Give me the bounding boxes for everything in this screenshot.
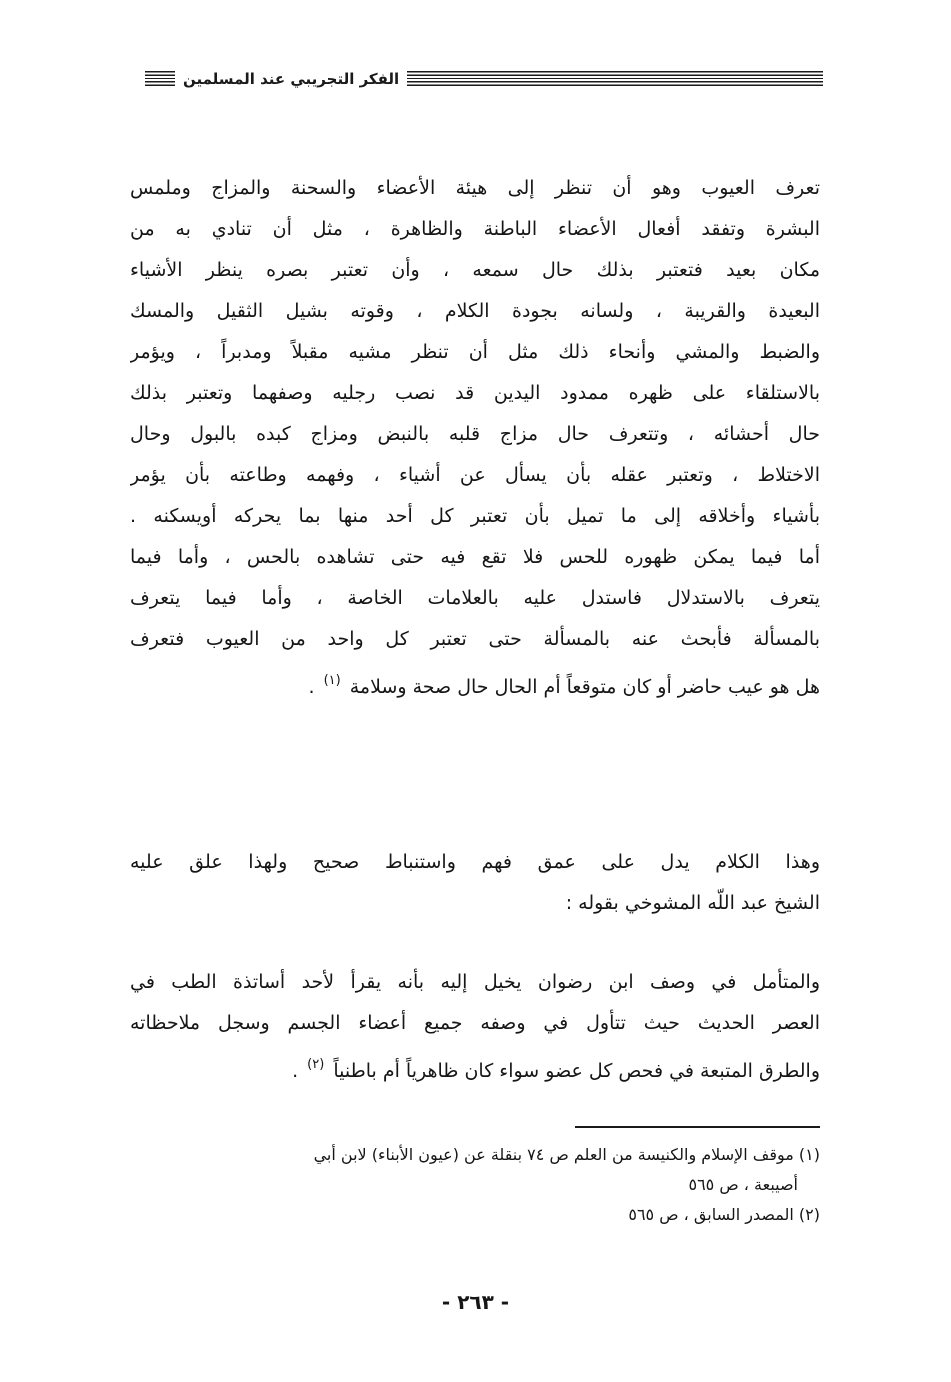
paragraph-2 [130,842,820,924]
footnote-separator [575,1126,820,1128]
footnotes [150,1140,820,1230]
text-line: والضبط والمشي وأنحاء ذلك مثل أن تنظر مشيه مقبلاً ومدبراً ، ويؤمر [130,341,820,363]
text-line-content: والطرق المتبعة في فحص كل عضو سواء كان ظاهرياً أم باطنياً [333,1060,820,1082]
text-line: الاختلاط ، وتعتبر عقله بأن يسأل عن أشياء ، وفهمه وطاعته بأن يؤمر [130,464,820,486]
text-line-last: الشيخ عبد اللّه المشوخي بقوله : [565,892,820,914]
text-line: مكان بعيد فتعتبر بذلك حال سمعه ، وأن تعتبر بصره ينظر الأشياء [130,259,820,281]
footnote-2: (٢) المصدر السابق ، ص ٥٦٥ [628,1205,820,1224]
text-line: يتعرف بالاستدلال فاستدل عليه بالعلامات الخاصة ، وأما فيما يتعرف [130,587,820,609]
footnote-ref-1[interactable]: (١) [323,673,341,688]
text-line: البشرة وتفقد أفعال الأعضاء الباطنة والظاهرة ، مثل أن تنادي به من [130,218,820,240]
text-line: وهذا الكلام يدل على عمق فهم واستنباط صحيح ولهذا علق عليه [130,851,820,873]
footnote-ref-2[interactable]: (٢) [307,1057,325,1072]
text-line-last [130,660,820,701]
sentence-end: . [292,1060,299,1082]
text-line: تعرف العيوب وهو أن تنظر إلى هيئة الأعضاء والسحنة والمزاج وملمس [130,177,820,199]
text-line-content: هل هو عيب حاضر أو كان متوقعاً أم الحال حال صحة وسلامة [349,676,820,698]
paragraph-3 [130,962,820,1085]
running-header [145,64,823,94]
header-rule-right [407,71,823,87]
text-line: البعيدة والقريبة ، ولسانه بجودة الكلام ، وقوته بشيل الثقيل والمسك [130,300,820,322]
header-title: الفكر التجريبي عند المسلمين [183,70,400,88]
footnote-1-line-2: أصيبعة ، ص ٥٦٥ [688,1175,798,1194]
text-line: بالمسألة فأبحث عنه بالمسألة حتى تعتبر كل واحد من العيوب فتعرف [130,628,820,650]
text-line: العصر الحديث حيث تتأول في وصفه جميع أعضاء الجسم وسجل ملاحظاته [130,1012,820,1034]
footnote-1-line-1: (١) موقف الإسلام والكنيسة من العلم ص ٧٤ بنقلة عن (عيون الأبناء) لابن أبي [313,1145,820,1164]
text-line-last [130,1044,820,1085]
text-line: والمتأمل في وصف ابن رضوان يخيل إليه بأنه يقرأ لأحد أساتذة الطب في [130,971,820,993]
text-line: حال أحشائه ، وتتعرف حال مزاج قلبه بالنبض ومزاج كبده بالبول وحال [130,423,820,445]
page-number: - ٢٦٣ - [441,1290,510,1314]
text-line: بالاستلقاء على ظهره ممدود اليدين قد نصب رجليه وصفهما وتعتبر بذلك [130,382,820,404]
header-rule-left [145,71,175,87]
sentence-end: . [308,676,315,698]
text-line: بأشياء وأخلاقه إلى ما تميل بأن تعتبر كل أحد منها بما يحركه أويسكنه . [130,505,820,527]
paragraph-1 [130,168,820,701]
text-line: أما فيما يمكن ظهوره للحس فلا تقع فيه حتى تشاهده بالحس ، وأما فيما [130,546,820,568]
